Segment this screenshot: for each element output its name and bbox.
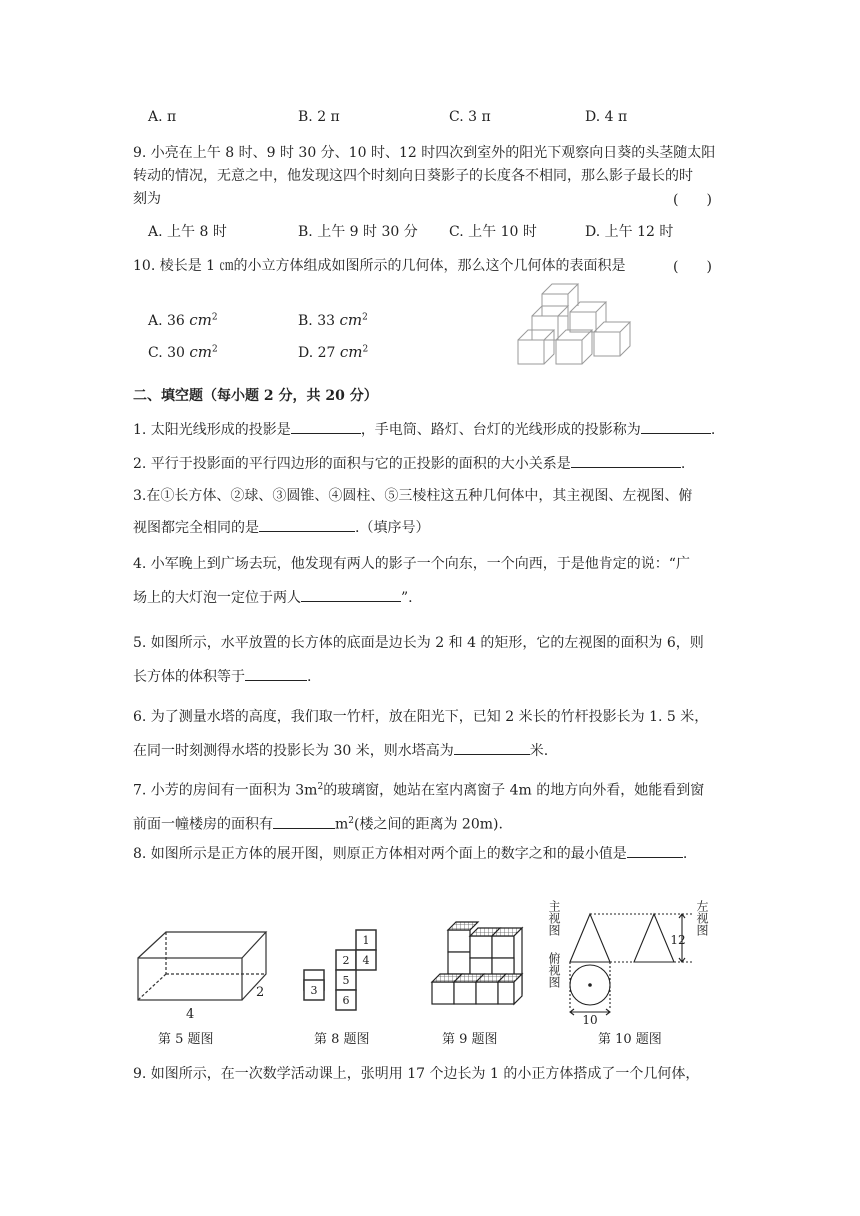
fill-question-4-line-1: 4. 小军晚上到广场去玩，他发现有两人的影子一个向东，一个向西，于是他肯定的说：“广 (133, 556, 690, 572)
section-2-title: 二、填空题（每小题 2 分，共 20 分） (133, 388, 378, 404)
fig5-cuboid (134, 928, 274, 1020)
fill-3-blank[interactable] (259, 517, 355, 532)
fill-question-3-line-2: 视图都完全相同的是 .（填序号） (133, 517, 429, 538)
fill-2-blank[interactable] (571, 453, 681, 468)
fig8-number-5: 5 (342, 974, 350, 987)
fill-question-7-line-1: 7. 小芳的房间有一面积为 $3m^2$的玻璃窗，她站在室内离窗子 4m 的地方向外看，她能看到窗 (133, 782, 705, 799)
fill-1-blank-1[interactable] (291, 419, 361, 434)
q10-answer-paren: ( ) (673, 259, 712, 275)
fill-4-blank[interactable] (301, 587, 401, 602)
fig9-caption: 第 9 题图 (442, 1032, 498, 1047)
q8-option-c: C. 3 π (449, 109, 491, 125)
fig10-top-view-label: 俯视图 (547, 952, 561, 988)
fig10-three-views (547, 900, 712, 1027)
q10-option-c: C. 30 $cm^2$ (148, 343, 218, 361)
q9-option-d: D. 上午 12 时 (585, 224, 674, 240)
fill-question-8: 8. 如图所示是正方体的展开图，则原正方体相对两个面上的数字之和的最小值是 . (133, 843, 687, 864)
fig5-caption: 第 5 题图 (158, 1032, 214, 1047)
fill-7-blank[interactable] (273, 814, 335, 829)
fill-question-6-line-1: 6. 为了测量水塔的高度，我们取一竹杆，放在阳光下，已知 2 米长的竹杆投影长为 1. 5 米， (133, 709, 709, 725)
q9-line-3: 刻为 (133, 191, 161, 207)
fig9-cube-stack (428, 912, 538, 1024)
fill-question-3-line-1: 3.在①长方体、②球、③圆锥、④圆柱、⑤三棱柱这五种几何体中，其主视图、左视图、俯 (133, 488, 693, 504)
q8-option-b: B. 2 π (298, 109, 340, 125)
q10-option-b: B. 33 $cm^2$ (298, 311, 368, 329)
fill-question-5-line-2: 长方体的体积等于 . (133, 666, 311, 687)
fill-question-5-line-1: 5. 如图所示，水平放置的长方体的底面是边长为 2 和 4 的矩形，它的左视图的面积为 6，则 (133, 635, 704, 651)
fig8-number-4: 4 (362, 954, 370, 967)
q9-option-b: B. 上午 9 时 30 分 (298, 224, 418, 240)
fill-question-7-line-2: 前面一幢楼房的面积有 $m^2$(楼之间的距离为 20m). (133, 811, 503, 835)
fig5-length-label: 4 (186, 1007, 195, 1022)
q8-option-a: A. π (148, 109, 177, 125)
fill-question-2: 2. 平行于投影面的平行四边形的面积与它的正投影的面积的大小关系是 . (133, 453, 685, 474)
fill-6-blank[interactable] (454, 740, 530, 755)
fig8-number-2: 2 (342, 954, 350, 967)
q10-question: 10. 棱长是 1 ㎝的小立方体组成如图所示的几何体，那么这个几何体的表面积是 (133, 258, 626, 274)
fig8-caption: 第 8 题图 (314, 1032, 370, 1047)
q9-line-2: 转动的情况，无意之中，他发现这四个时刻向日葵影子的长度各不相同，那么影子最长的时 (133, 168, 693, 184)
q8-option-d: D. 4 π (585, 109, 628, 125)
q9-option-c: C. 上午 10 时 (449, 224, 537, 240)
fig10-height-label: 12 (670, 933, 686, 947)
fig8-number-1: 1 (362, 934, 370, 947)
fig8-number-3: 3 (310, 984, 318, 997)
fig8-cube-net (300, 928, 390, 1020)
fill-question-1: 1. 太阳光线形成的投影是 ，手电筒、路灯、台灯的光线形成的投影称为 . (133, 419, 715, 440)
q10-option-a: A. 36 $cm^2$ (148, 311, 218, 329)
fill-question-6-line-2: 在同一时刻测得水塔的投影长为 30 米，则水塔高为 米. (133, 740, 548, 761)
q10-cube-figure (510, 282, 650, 372)
fill-5-blank[interactable] (245, 666, 307, 681)
fill-8-blank[interactable] (627, 843, 683, 858)
fig10-diameter-label: 10 (582, 1013, 598, 1027)
fill-question-4-line-2: 场上的大灯泡一定位于两人 ”. (133, 587, 413, 608)
fig5-width-label: 2 (256, 985, 265, 1000)
q9-option-a: A. 上午 8 时 (148, 224, 227, 240)
q9-line-1: 9. 小亮在上午 8 时、9 时 30 分、10 时、12 时四次到室外的阳光下观察向日葵的头茎随太阳 (133, 145, 716, 161)
fill-question-9: 9. 如图所示，在一次数学活动课上，张明用 17 个边长为 1 的小正方体搭成了一个几何体， (133, 1066, 700, 1082)
fig10-left-view-label: 左视图 (695, 900, 709, 936)
q10-option-d: D. 27 $cm^2$ (298, 343, 369, 361)
fill-1-blank-2[interactable] (641, 419, 711, 434)
fig10-front-view-label: 主视图 (547, 900, 561, 936)
q9-answer-paren: ( ) (673, 192, 712, 208)
fig10-caption: 第 10 题图 (598, 1032, 662, 1047)
fig8-number-6: 6 (342, 994, 350, 1007)
